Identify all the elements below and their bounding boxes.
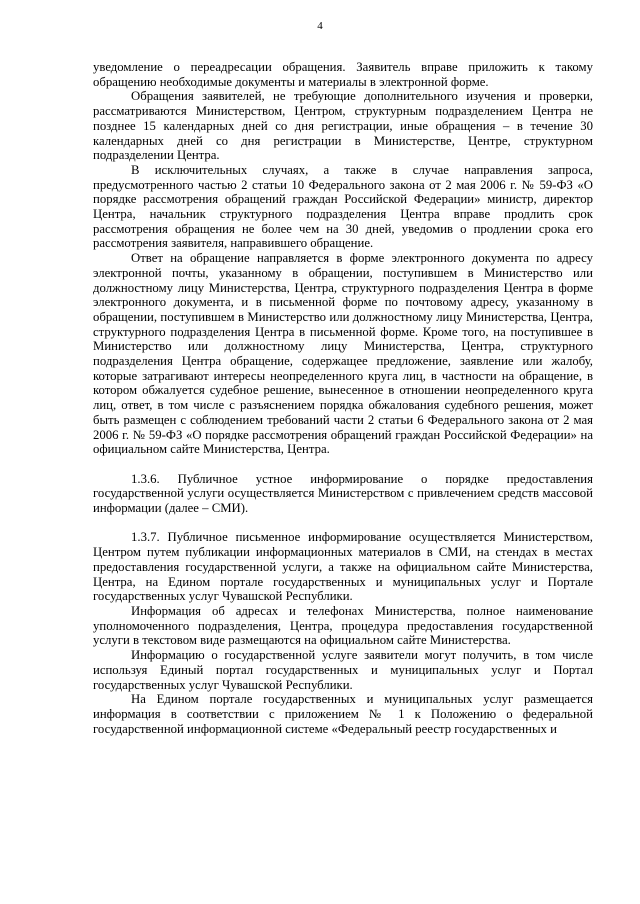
paragraph-unified-portal: На Едином портале государственных и муниципальных услуг размещается информация в соответствии с приложением № 1 к Положению о федеральной государственной информационной системе «Федеральный реестр государственных и	[93, 692, 593, 736]
paragraph-section-1-3-7: 1.3.7. Публичное письменное информирование осуществляется Министерством, Центром путем публикации информационных материалов в СМИ, на стендах в местах предоставления государственной услуги, а также на официальном сайте Министерства, Центра, на Едином портале государственных и муниципальных услуг и Портале государственных услуг Чувашской Республики.	[93, 530, 593, 604]
paragraph-response-delivery: Ответ на обращение направляется в форме электронного документа по адресу электронной почты, указанному в обращении, поступившем в Министерство или должностному лицу Министерства, Центра, структурного подразделения Центра в форме электронного документа, и в письменной форме по почтовому адресу, указанному в обращении, поступившем в Министерство или должностному лицу Министерства, Центра, структурного подразделения Центра в письменной форме. Кроме того, на поступившее в Министерство или должностному лицу Министерства, Центра, структурного подразделения Центра обращение, содержащее предложение, заявление или жалобу, которые затрагивают интересы неопределенного круга лиц, в частности на обращение, в котором обжалуется судебное решение, вынесенное в отношении неопределенного круга лиц, ответ, в том числе с разъяснением порядка обжалования судебного решения, может быть размещен с соблюдением требований части 2 статьи 6 Федерального закона от 2 мая 2006 г. № 59-ФЗ «О порядке рассмотрения обращений граждан Российской Федерации» на официальном сайте Министерства, Центра.	[93, 251, 593, 457]
page-number: 4	[317, 20, 323, 32]
paragraph-review-terms: Обращения заявителей, не требующие дополнительного изучения и проверки, рассматриваются Министерством, Центром, структурным подразделением Центра не позднее 15 календарных дней со дня регистрации, иные обращения – в течение 30 календарных дней со дня регистрации в Министерстве, Центре, структурном подразделении Центра.	[93, 89, 593, 163]
paragraph-term-extension: В исключительных случаях, а также в случае направления запроса, предусмотренного частью 2 статьи 10 Федерального закона от 2 мая 2006 г. № 59-ФЗ «О порядке рассмотрения обращений граждан Российской Федерации» министр, директор Центра, начальник структурного подразделения Центра вправе продлить срок рассмотрения обращения не более чем на 30 дней, уведомив о продлении срока его рассмотрения заявителя, направившего обращение.	[93, 162, 593, 251]
paragraph-portal-info: Информацию о государственной услуге заявители могут получить, в том числе используя Единый портал государственных и муниципальных услуг и Портал государственных услуг Чувашской Республики.	[93, 648, 593, 692]
paragraph-contacts-info: Информация об адресах и телефонах Министерства, полное наименование уполномоченного подразделения, Центра, процедура предоставления государственной услуги в текстовом виде размещаются на официальном сайте Министерства.	[93, 603, 593, 648]
paragraph-redirect-notice: уведомление о переадресации обращения. Заявитель вправе приложить к такому обращению необходимые документы и материалы в электронной форме.	[93, 60, 593, 89]
paragraph-section-1-3-6: 1.3.6. Публичное устное информирование о порядке предоставления государственной услуги осуществляется Министерством с привлечением средств массовой информации (далее – СМИ).	[93, 471, 593, 516]
document-body	[93, 60, 593, 736]
